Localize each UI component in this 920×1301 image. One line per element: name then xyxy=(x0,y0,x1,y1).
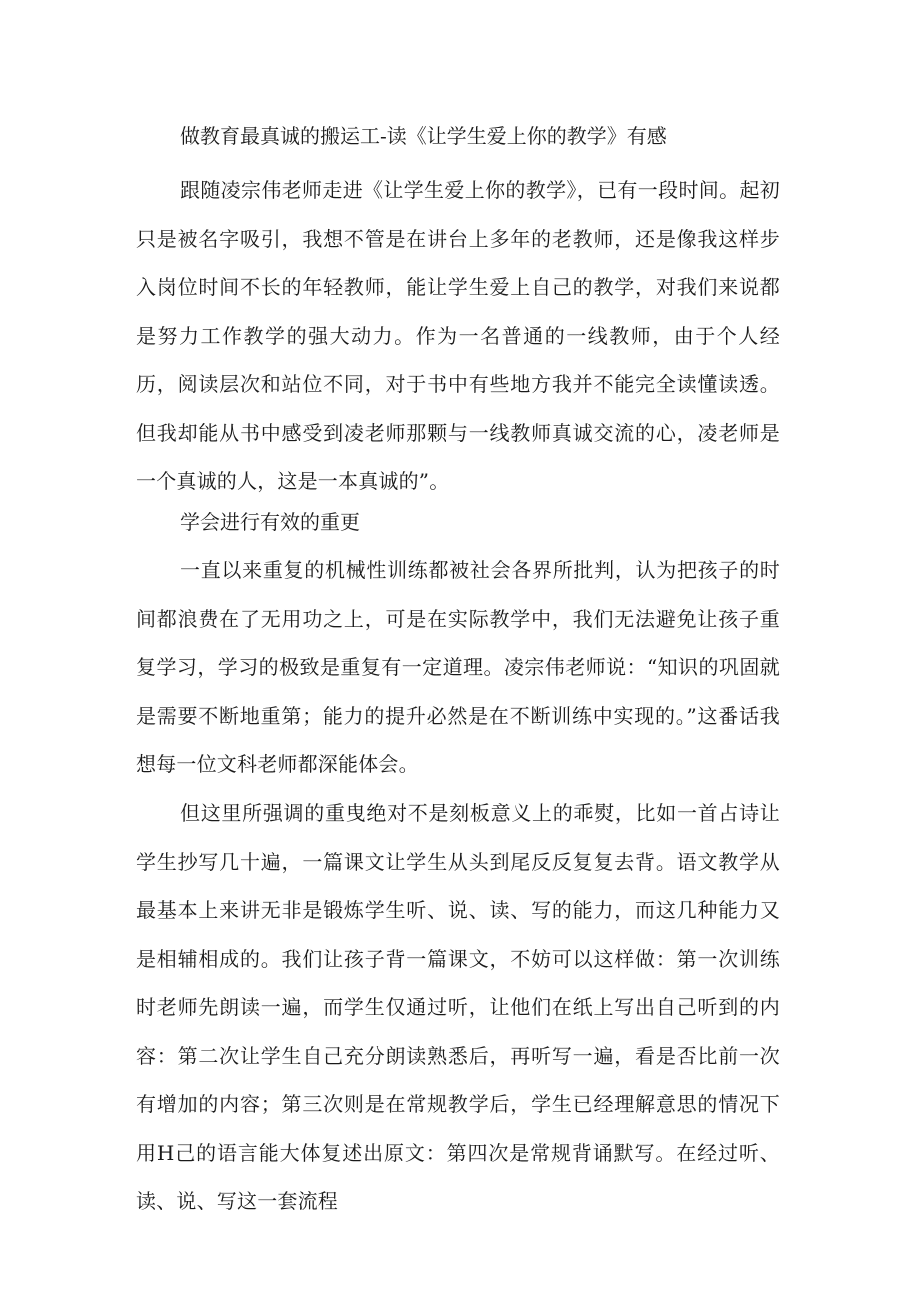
section-heading: 学会进行有效的重更 xyxy=(180,510,360,534)
paragraph-intro: 跟随凌宗伟老师走进《让学生爱上你的教学》，已有一段时间。起初只是被名字吸引，我想不管是在讲台上多年的老教师，还是像我这样步入岗位时间不长的年轻教师，能让学生爱上自己的教学，对我们来说都是努力工作教学的强大动力。作为一名普通的一线教师，由于个人经历，阅读层次和站位不同，对于书中有些地方我并不能完全读懂读透。但我却能从书中感受到凌老师那颗与一线教师真诚交流的心，凌老师是一个真诚的人，这是一本真诚的”。 xyxy=(136,178,780,493)
document-title: 做教育最真诚的搬运工-读《让学生爱上你的教学》有感 xyxy=(180,124,667,148)
paragraph-repetition: 一直以来重复的机械性训练都被社会各界所批判，认为把孩子的时间都浪费在了无用功之上，可是在实际教学中，我们无法避免让孩子重复学习，学习的极致是重复有一定道理。凌宗伟老师说：“知识的巩固就是需要不断地重第；能力的提升必然是在不断训练中实现的。”这番话我想每一位文科老师都深能体会。 xyxy=(136,558,780,776)
paragraph-method: 但这里所强调的重曳绝对不是刻板意义上的乖熨，比如一首占诗让学生抄写几十遍，一篇课文让学生从头到尾反反复复去背。语文教学从最基本上来讲无非是锻炼学生听、说、读、写的能力，而这几种能力又是相辅相成的。我们让孩子背一篇课文，不妨可以这样做：第一次训练时老师先朗读一遍，而学生仅通过听，让他们在纸上写出自己听到的内容：第二次让学生自己充分朗读熟悉后，再听写一遍，看是否比前一次有增加的内容；第三次则是在常规教学后，学生已经理解意思的情况下用H己的语言能大体复述出原文：第四次是常规背诵默写。在经过听、读、说、写这一套流程 xyxy=(136,801,780,1213)
